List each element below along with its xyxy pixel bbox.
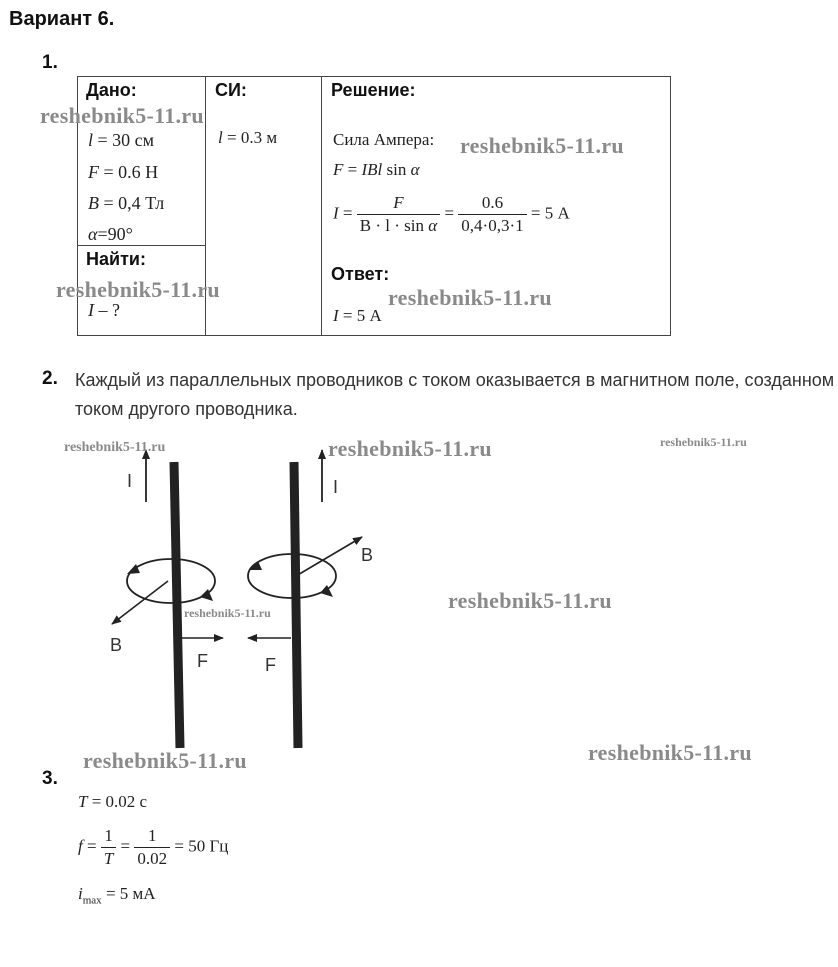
si-header: СИ: xyxy=(215,80,247,100)
label-F-right: F xyxy=(265,655,276,675)
solution-line3: I = $\frac{F}{\text{B · l · sin α}}$ = $\frac{0.6}{0,4\cdot 0,3\cdot 1}$ = 5 А xyxy=(333,193,570,235)
right-conductor xyxy=(294,462,298,748)
watermark: reshebnik5-11.ru xyxy=(460,133,624,158)
watermark: reshebnik5-11.ru xyxy=(64,440,166,455)
answer-I: I = 5 А xyxy=(333,306,382,325)
watermark: reshebnik5-11.ru xyxy=(83,748,247,773)
label-I-left: I xyxy=(127,471,133,491)
solution-line2: F = IBl sin α xyxy=(333,160,420,179)
watermark: reshebnik5-11.ru xyxy=(328,436,492,461)
solution-header: Решение: xyxy=(331,80,416,100)
variant-title: Вариант 6. xyxy=(9,8,115,30)
find-header: Найти: xyxy=(86,249,146,269)
find-I: I – ? xyxy=(88,300,120,320)
imax-line: $i_{max} = 5$ мА xyxy=(78,884,156,907)
field-vector-right xyxy=(296,537,362,576)
watermark: reshebnik5-11.ru xyxy=(388,285,552,310)
watermark: reshebnik5-11.ru xyxy=(184,606,271,620)
period-line: T = 0.02 с xyxy=(78,792,148,811)
given-l: l = 30 см xyxy=(88,130,155,150)
conductors-diagram xyxy=(0,430,838,760)
label-F-left: F xyxy=(197,651,208,671)
given-alpha: α=90° xyxy=(88,224,133,244)
label-B-left: B xyxy=(110,635,123,655)
problem1-number: 1. xyxy=(42,52,58,73)
problem2-text: Каждый из параллельных проводников с током оказывается в магнитном поле, созданном током другого проводника. xyxy=(75,370,835,419)
answer-header: Ответ: xyxy=(331,264,390,284)
given-header: Дано: xyxy=(86,80,137,100)
watermark: reshebnik5-11.ru xyxy=(40,103,204,128)
watermark: reshebnik5-11.ru xyxy=(56,277,220,302)
label-B-right: B xyxy=(361,545,374,565)
left-conductor xyxy=(174,462,180,748)
problem2-number: 2. xyxy=(42,368,58,389)
label-I-right: I xyxy=(333,477,339,497)
loop-arrowhead-right-1 xyxy=(249,561,262,570)
watermark: reshebnik5-11.ru xyxy=(588,740,752,765)
si-l: l = 0.3 м xyxy=(218,128,278,147)
given-B: B = 0,4 Тл xyxy=(88,193,165,213)
frequency-line: f = $\frac{1}{T}$ = $\frac{1}{0.02}$ = 50 Гц xyxy=(78,826,229,868)
watermark: reshebnik5-11.ru xyxy=(660,435,747,449)
given-F: F = 0.6 Н xyxy=(88,162,159,182)
watermark: reshebnik5-11.ru xyxy=(448,588,612,613)
problem3-number: 3. xyxy=(42,768,58,789)
solution-line1: Сила Ампера: xyxy=(333,130,435,149)
